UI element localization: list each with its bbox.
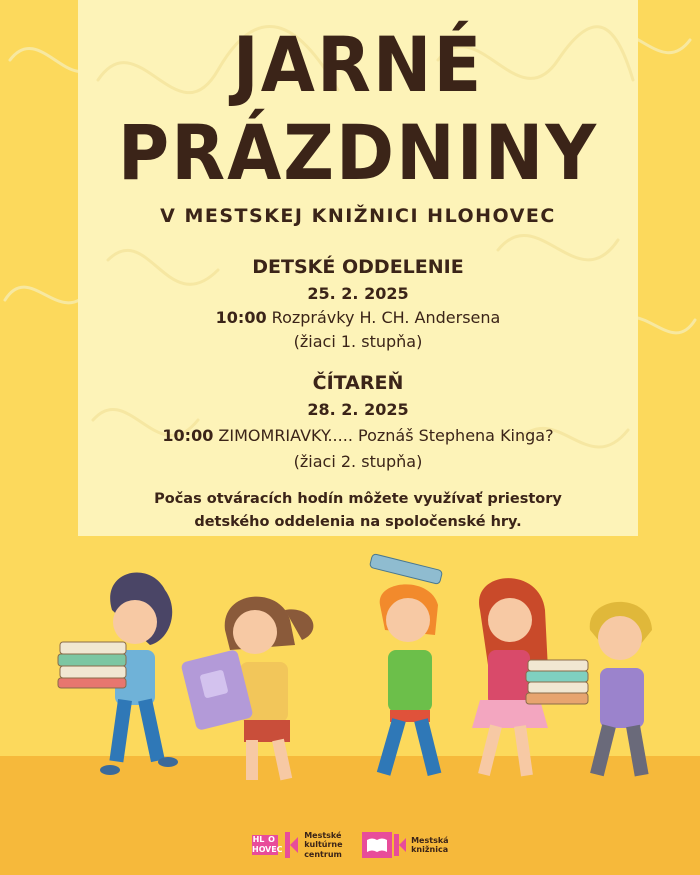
mkc-mark-cell: HL bbox=[252, 835, 265, 844]
section-audience: (žiaci 1. stupňa) bbox=[293, 332, 423, 351]
event-title: ZIMOMRIAVKY..... Poznáš Stephena Kinga? bbox=[213, 426, 554, 445]
kid-4 bbox=[472, 578, 588, 776]
section-audience: (žiaci 2. stupňa) bbox=[293, 452, 423, 471]
mkc-mark-cell: VEC bbox=[265, 845, 283, 854]
section-heading-citaren: ČÍTAREŇ bbox=[312, 372, 404, 394]
mk-text-line: Mestská bbox=[411, 835, 449, 845]
mkc-mark-cell: O bbox=[265, 835, 278, 845]
section-heading-detske-oddelenie: DETSKÉ ODDELENIE bbox=[252, 256, 464, 278]
mkc-text-line: kultúrne bbox=[304, 840, 343, 850]
logo-mestska-kniznica bbox=[362, 830, 449, 860]
event-time: 10:00 bbox=[162, 426, 214, 445]
event-time: 10:00 bbox=[215, 308, 267, 327]
section-event-line bbox=[78, 308, 638, 327]
kid-1 bbox=[58, 573, 178, 775]
mkc-text-line: Mestské bbox=[304, 831, 342, 841]
logo-mestske-kulturne-centrum bbox=[252, 828, 343, 862]
open-book-icon bbox=[362, 830, 406, 860]
section-date: 25. 2. 2025 bbox=[307, 284, 409, 303]
note-line-2: detského oddelenia na spoločenské hry. bbox=[194, 514, 522, 530]
title-line-1: JARNÉ bbox=[232, 20, 484, 110]
title-line-2: PRÁZDNINY bbox=[117, 108, 599, 198]
kid-2 bbox=[180, 597, 313, 781]
section-event-line bbox=[78, 426, 638, 445]
event-title: Rozprávky H. CH. Andersena bbox=[266, 308, 501, 327]
mk-logo-text bbox=[411, 836, 448, 854]
note-line-1: Počas otváracích hodín môžete využívať priestory bbox=[154, 491, 562, 507]
mkc-mark-cell: HO bbox=[252, 845, 266, 854]
children-with-books-illustration bbox=[40, 550, 680, 790]
mk-text-line: knižnica bbox=[411, 845, 449, 854]
kid-3 bbox=[369, 553, 442, 776]
subtitle: V MESTSKEJ KNIŽNICI HLOHOVEC bbox=[160, 205, 556, 227]
mkc-text-line: centrum bbox=[304, 849, 342, 859]
mkc-logo-bracket-icon bbox=[283, 828, 299, 862]
mkc-logo-text bbox=[304, 831, 342, 859]
kid-5 bbox=[590, 602, 652, 777]
section-date: 28. 2. 2025 bbox=[307, 400, 409, 419]
mkc-logo-mark bbox=[252, 835, 283, 855]
